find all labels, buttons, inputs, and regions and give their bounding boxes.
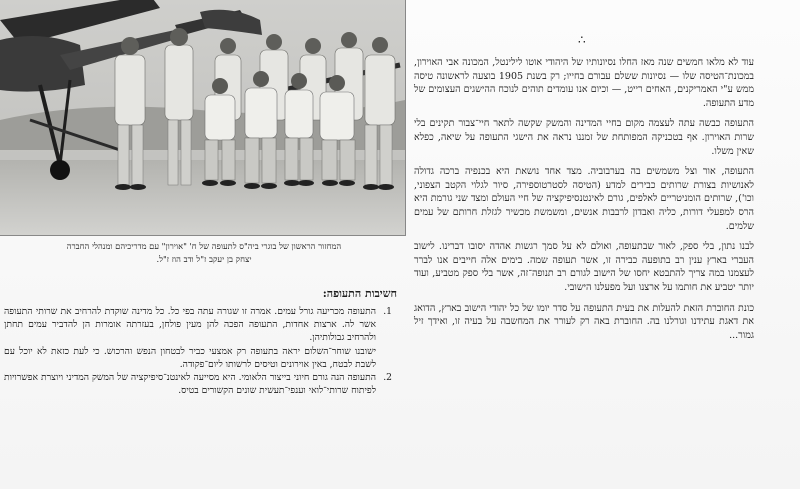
- aircraft-group-photo-image: [0, 0, 405, 235]
- group-photo: [0, 0, 406, 236]
- list-item-text: התעופה מכריעה גורל עמים. אמרה זו שגורה עתה בפי כל. כל מדינה שוקדת להרחיב את שרותי התעופה אשר לה. ארצות אחדות, התעופה הפכה להן מעין פולחן, בעזרתה אומרות הן להדביר עמים תחתן ולהרחיב גבולותיהן.: [4, 306, 376, 344]
- list-item-number: 1.: [383, 306, 392, 317]
- list-item: [4, 305, 392, 345]
- ornament-dots: ∴: [578, 33, 588, 47]
- list-item-text: התעופה הנה גורם חיוני בייצור הלאומי. היא מסייעה לאינטנ־סיפיקציה של המשק המדיני ויוצרת אפשרויות לפיתוח שרותי־לואי וענפי־תעשית שונים הקשורים בטיס.: [4, 372, 376, 397]
- paragraph: עוד לא מלאו חמשים שנה מאז החלו נסיונותיו של היהודי אוטו לילינטל, המכונה אבי האוירון, במכונת־הטיסה שלו — נסיונות ששלם עבורם בחייו; רק בשנת 1905 בוצעה לראשונה טיסה ממש ע"י האמריקנים, האחים רייט, — וכיום אנו עומדים תוהים לנוכח ההישגים העצומים של מדע התעופה.: [414, 57, 754, 109]
- paragraph: לבנו נתון, בלי ספק, לאור שבתעופה, ואולם לא על סמך רגשות אהדה יסובו דברינו. לישוב העברי בארץ ענין רב בתופעה כבירה זו, אשר תעופה שמה. בימים אלה חייבים אנו לברר לעצמנו במה צריך להתבטא יחסו של הישוב לגורם רב תנופה־זה, אשר בלי ספק מטביע, ועוד יותר יטביע את חותמו על ארצנו ועל מפעלנו הישובי.: [414, 241, 754, 293]
- list-item: [4, 371, 392, 397]
- section-heading: חשיבות התעופה:: [322, 287, 397, 300]
- list-item: [4, 345, 392, 371]
- caption-line-1: המחזור הראשון של בוגרי ביה"ס לתעופה של ח' "אוירון" עם מדריכיהם ומנהלי החברה: [66, 241, 342, 251]
- photo-caption: [8, 240, 400, 266]
- caption-line-2: יצחק בן יעקב ז"ל ודב הוז ז"ל.: [156, 254, 252, 264]
- right-column-text: [414, 56, 754, 349]
- paragraph: התעופה כבשה עתה לעצמה מקום בחיי המדינה והמשק שקשה לתאר חיי־צבור תקינים בלי שרות האוירון. אף בטכניקה המפותחת של זמננו נראה את הישגי התעופה על שיאה, כפלא שאין משלו.: [414, 118, 754, 157]
- list-item-text: ישובנו שוחר־השלום יראה בתעופה רק אמצעי כביר לבטחון הנפש והרכוש. כי לעת כזאת לא יוכל עם לשבת לבטח, באין אוירונים וטיסים לרשותו ליום־פקודה.: [4, 345, 376, 370]
- paragraph: כונת החוברת הזאת להעלות את בעית התעופה על סדר יומו של כל יהודי הישוב בארץ, הדואג את דאגת עתידנו וגורלנו בה. החוברת באה רק לעורר את המחשבה על בעיה זו, ואידך זיל גמור...: [414, 302, 754, 341]
- importance-list: [4, 305, 392, 397]
- list-item-number: 2.: [383, 372, 392, 384]
- paragraph: התעופה, אור וצל משמשים בה בערבוביה. מצד אחד נושאת היא בכנפיה ברכה גדולה לאנושיות בצורת שרותים כבירים למדע (הטיסה לסטרטוספירה, סיור לגלוי הקטב הצפוני, וכו'), שרותים הומניטריים לאלפים, גורם לאינטנסיפיקציה של חיי העולם ומצד שני גורמת היא הרס למפעלי דורות, כליה ואבדון לרבבות אנשים, ומשמשת מכשיר לגזלת חרותם של עמים שלמים.: [414, 166, 754, 232]
